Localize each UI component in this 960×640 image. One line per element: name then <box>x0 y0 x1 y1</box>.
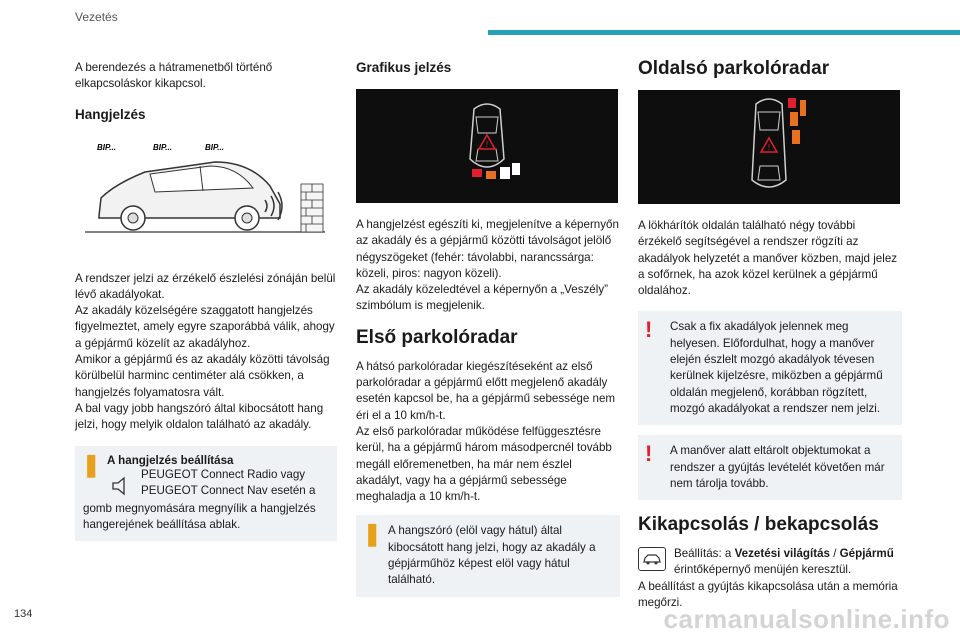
sound-text-4: A bal vagy jobb hangszóró által kibocsátott hang jelzi, hogy melyik oldalon található az akadály. <box>75 401 324 432</box>
graphic-display-rear <box>356 89 618 203</box>
heading-front-radar: Első parkolóradar <box>356 326 518 348</box>
note-speaker-text: A hangszóró (elöl vagy hátul) által kibocsátott hang jelzi, hogy az akadály a gépjárműhöz képest elöl vagy hátul található. <box>388 524 596 587</box>
note-text-b: gomb megnyomására megnyílik a hangjelzés hangerejének beállítása ablak. <box>83 501 316 531</box>
info-icon: ❚ <box>82 451 101 477</box>
settings-menu-lighting: Vezetési világítás <box>734 547 830 561</box>
column-1 <box>75 60 337 551</box>
sound-text-1: A rendszer jelzi az érzékelő észlelési zónáján belül lévő akadályokat. <box>75 271 336 301</box>
page-number: 134 <box>14 608 33 620</box>
side-text-1: A lökhárítók oldalán található négy további érzékelő segítségével a rendszer rögzíti az akadályok helyzetét a manőver közben, majd jelez a sofőrnek, ha azok közel kerülnek a gépjármű oldalához. <box>638 219 898 298</box>
settings-menu-vehicle: Gépjármű <box>839 547 894 561</box>
heading-graphic: Grafikus jelzés <box>356 60 452 75</box>
bip-label-2: BIP... <box>153 142 172 152</box>
sound-text-3: Amikor a gépjármű és az akadály közötti távolság körülbelül harminc centiméter alá csökken, a hangjelzés folyamatosra vált. <box>75 353 330 399</box>
column-3 <box>638 60 902 611</box>
watermark: carmanualsonline.info <box>663 604 950 634</box>
car-beeping-illustration <box>75 136 337 246</box>
info-note-speaker <box>356 515 620 596</box>
bip-label-3: BIP... <box>205 142 224 152</box>
heading-toggle: Kikapcsolás / bekapcsolás <box>638 514 879 536</box>
warning-text-1: Csak a fix akadályok jelennek meg helyesen. Előfordulhat, hogy a manőver elején észlelt mozgó akadályok tévesen kerülnek kijelzésre, miközben a gépjármű oldalán megjelenő, korábban rögzített, mozgó akadályokat a rendszer nem jelzi. <box>670 320 883 415</box>
warning-note-stored-objects <box>638 435 902 500</box>
bip-label-1: BIP... <box>97 142 116 152</box>
graphic-display-side <box>638 90 900 204</box>
front-text-1: A hátsó parkolóradar kiegészítéseként az első parkolóradar a gépjármű előtt megjelenő akadály esetén kapcsol be, ha a gépjármű sebessége nem éri el a 10 km/h-t. <box>356 359 616 422</box>
speaker-icon <box>107 471 137 501</box>
warning-icon: ! <box>645 441 653 467</box>
warning-text-2: A manőver alatt eltárolt objektumokat a rendszer a gyújtás levételét követően már nem tárolja tovább. <box>670 444 885 490</box>
info-icon: ❚ <box>363 521 382 547</box>
car-settings-icon <box>638 547 666 571</box>
settings-text: Beállítás: a Vezetési világítás / Gépjármű érintőképernyő menüjén keresztül. <box>674 547 894 577</box>
column-2 <box>356 60 620 607</box>
svg-text:!: ! <box>767 143 771 152</box>
front-text-2: Az első parkolóradar működése felfüggesztésre kerül, ha a gépjármű három másodpercnél tovább megáll előremenetben, ha már nem észlel akadályt, vagy ha a gépjármű sebessége meghaladja a 10 km/h-t. <box>356 424 612 504</box>
graphic-text-2: Az akadály közeledtével a képernyőn a „Veszély” szimbólum is megjelenik. <box>356 283 608 313</box>
warning-icon: ! <box>645 317 653 343</box>
header-accent-bar <box>488 30 960 35</box>
header-title: Vezetés <box>75 10 118 24</box>
heading-sound: Hangjelzés <box>75 106 146 122</box>
memory-text: A beállítást a gyújtás kikapcsolása után a memória megőrzi. <box>638 579 898 610</box>
note-text-a: PEUGEOT Connect Radio vagy PEUGEOT Connect Nav esetén a <box>141 467 316 497</box>
graphic-text-1: A hangjelzést egészíti ki, megjelenítve a képernyőn az akadály és a gépjármű közötti távolságot jelölő négyszögeket (fehér: távolabbi, narancssárga: közeli, piros: nagyon közeli). <box>356 218 619 280</box>
svg-text:!: ! <box>485 140 489 149</box>
note-title: A hangjelzés beállítása <box>107 453 234 467</box>
info-note-sound-settings <box>75 446 337 542</box>
heading-side-radar: Oldalsó parkolóradar <box>638 58 830 79</box>
intro-text: A berendezés a hátramenetből történő elkapcsoláskor kikapcsol. <box>75 61 273 91</box>
warning-note-fixed-obstacles <box>638 311 902 425</box>
sound-text-2: Az akadály közelségére szaggatott hangjelzés figyelmeztet, amely egyre szaporábbá válik, ahogy a gépjármű közelít az akadályhoz. <box>75 304 335 350</box>
